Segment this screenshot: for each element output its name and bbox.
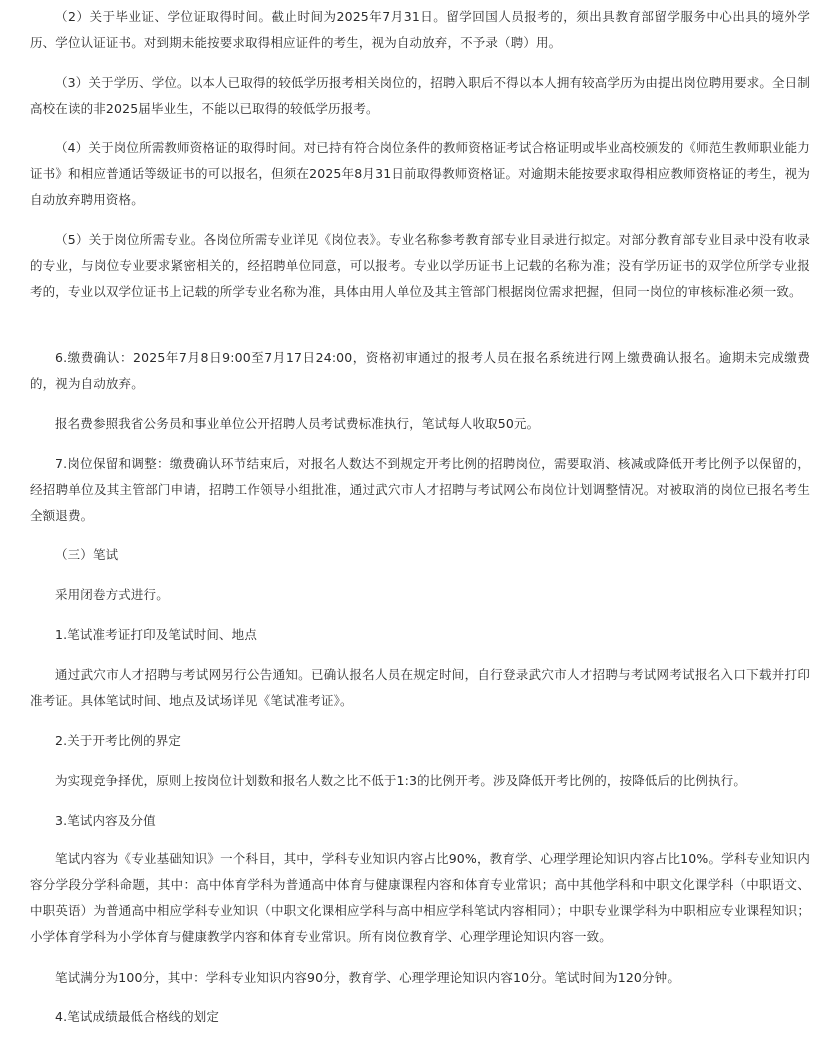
paragraph-exam-ratio: 为实现竞争择优，原则上按岗位计划数和报名人数之比不低于1:3的比例开考。涉及降低开考比例的，按降低后的比例执行。: [55, 773, 747, 788]
paragraph-education-degree: （3）关于学历、学位。以本人已取得的较低学历报考相关岗位的，招聘入职后不得以本人拥有较高学历为由提出岗位聘用要求。全日制高校在读的非2025届毕业生，不能以已取得的较低学历报考。: [30, 75, 810, 116]
subheading-admission-ticket: 1.笔试准考证打印及笔试时间、地点: [55, 627, 257, 642]
paragraph-position-adjustment: 7.岗位保留和调整：缴费确认环节结束后，对报名人数达不到规定开考比例的招聘岗位，需要取消、核减或降低开考比例予以保留的，经招聘单位及其主管部门申请，招聘工作领导小组批准，通过武穴市人才招聘与考试网公布岗位计划调整情况。对被取消的岗位已报名考生全额退费。: [30, 456, 810, 523]
section-heading-written-exam: （三）笔试: [55, 547, 119, 562]
paragraph-closed-book: 采用闭卷方式进行。: [55, 587, 169, 602]
paragraph-admission-ticket: 通过武穴市人才招聘与考试网另行公告通知。已确认报名人员在规定时间，自行登录武穴市人才招聘与考试网考试报名入口下载并打印准考证。具体笔试时间、地点及试场详见《笔试准考证》。: [30, 667, 810, 708]
paragraph-required-major: （5）关于岗位所需专业。各岗位所需专业详见《岗位表》。专业名称参考教育部专业目录进行拟定。对部分教育部专业目录中没有收录的专业，与岗位专业要求紧密相关的，经招聘单位同意，可以报考。专业以学历证书上记载的名称为准；没有学历证书的双学位所学专业报考的，专业以双学位证书上记载的所学专业名称为准，具体由用人单位及其主管部门根据岗位需求把握，但同一岗位的审核标准必须一致。: [30, 232, 810, 299]
paragraph-exam-content: 笔试内容为《专业基础知识》一个科目，其中，学科专业知识内容占比90%，教育学、心理学理论知识内容占比10%。学科专业知识内容分学段分学科命题，其中：高中体育学科为普通高中体育与健康课程内容和体育专业常识；高中其他学科和中职文化课学科（中职语文、中职英语）为普通高中相应学科专业知识（中职文化课相应学科与高中相应学科笔试内容相同）；中职专业课学科为中职相应专业课程知识；小学体育学科为小学体育与健康教学内容和体育专业常识。所有岗位教育学、心理学理论知识内容一致。: [30, 851, 810, 944]
paragraph-teacher-qualification: （4）关于岗位所需教师资格证的取得时间。对已持有符合岗位条件的教师资格证考试合格证明或毕业高校颁发的《师范生教师职业能力证书》和相应普通话等级证书的可以报名，但须在2025年8月31日前取得教师资格证。对逾期未能按要求取得相应教师资格证的考生，视为自动放弃聘用资格。: [30, 140, 810, 207]
paragraph-registration-fee: 报名费参照我省公务员和事业单位公开招聘人员考试费标准执行，笔试每人收取50元。: [55, 416, 540, 431]
paragraph-graduation-certificate-deadline: （2）关于毕业证、学位证取得时间。截止时间为2025年7月31日。留学回国人员报考的，须出具教育部留学服务中心出具的境外学历、学位认证证书。对到期未能按要求取得相应证件的考生，视为自动放弃，不予录（聘）用。: [30, 9, 810, 50]
paragraph-exam-score: 笔试满分为100分，其中：学科专业知识内容90分，教育学、心理学理论知识内容10分。笔试时间为120分钟。: [55, 970, 680, 985]
paragraph-payment-confirmation: 6.缴费确认：2025年7月8日9:00至7月17日24:00，资格初审通过的报考人员在报名系统进行网上缴费确认报名。逾期未完成缴费的，视为自动放弃。: [30, 350, 810, 391]
subheading-passing-line: 4.笔试成绩最低合格线的划定: [55, 1009, 220, 1024]
subheading-exam-ratio: 2.关于开考比例的界定: [55, 733, 182, 748]
subheading-exam-content: 3.笔试内容及分值: [55, 813, 156, 828]
